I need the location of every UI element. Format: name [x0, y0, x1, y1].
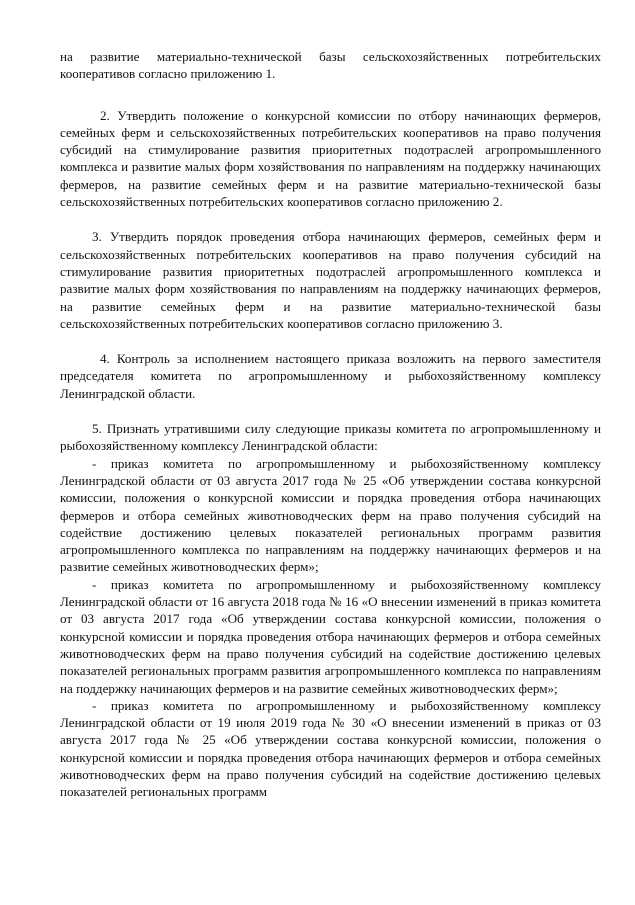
paragraph-item-3: 3. Утвердить порядок проведения отбора начинающих фермеров, семейных ферм и сельскохозяйственных потребительских кооперативов на право получения субсидий на стимулирование развития приоритетных подотраслей агропромышленного комплекса и развитие малых форм хозяйствования по направлениям на поддержку начинающих фермеров, на развитие семейных ферм и на развитие материально-технической базы сельскохозяйственных потребительских кооперативов согласно приложению 3.: [60, 229, 601, 331]
paragraph-item-4: 4. Контроль за исполнением настоящего приказа возложить на первого заместителя председателя комитета по агропромышленному и рыбохозяйственному комплексу Ленинградской области.: [60, 351, 601, 401]
paragraph-item-5-sub-2: - приказ комитета по агропромышленному и рыбохозяйственному комплексу Ленинградской области от 16 августа 2018 года № 16 «О внесении изменений в приказ комитета от 03 августа 2017 года «Об утверждении состава конкурсной комиссии, положения о конкурсной комиссии и порядка проведения отбора начинающих фермеров и отбора семейных животноводческих ферм на право получения субсидий на содействие достижению целевых показателей региональных программ развития агропромышленного комплекса по направлениям на поддержку начинающих фермеров и на развитие семейных животноводческих ферм»;: [60, 576, 601, 696]
paragraph-item-5-sub-3: - приказ комитета по агропромышленному и рыбохозяйственному комплексу Ленинградской области от 19 июля 2019 года № 30 «О внесении изменений в приказ от 03 августа 2017 года № 25 «Об утверждении состава конкурсной комиссии, положения о конкурсной комиссии и порядка проведения отбора начинающих фермеров и отбора семейных животноводческих ферм на право получения субсидий на содействие достижению целевых показателей региональных программ: [60, 697, 601, 800]
document-page: [60, 48, 601, 801]
paragraph-continuation: на развитие материально-технической базы сельскохозяйственных потребительских кооперативов согласно приложению 1.: [60, 49, 601, 82]
paragraph-item-5-sub-1: - приказ комитета по агропромышленному и рыбохозяйственному комплексу Ленинградской области от 03 августа 2017 года № 25 «Об утверждении состава конкурсной комиссии, положения о конкурсной комиссии и порядка проведения отбора начинающих фермеров и отбора семейных животноводческих ферм на право получения субсидий на содействие достижению целевых показателей региональных программ развития агропромышленного комплекса по направлениям на поддержку начинающих фермеров и на развитие семейных животноводческих ферм»;: [60, 455, 601, 575]
paragraph-item-2: 2. Утвердить положение о конкурсной комиссии по отбору начинающих фермеров, семейных ферм и сельскохозяйственных потребительских кооперативов на право получения субсидий на стимулирование развития приоритетных подотраслей агропромышленного комплекса и развитие малых форм хозяйствования по направлениям на поддержку начинающих фермеров, на развитие семейных ферм и на развитие материально-технической базы сельскохозяйственных потребительских кооперативов согласно приложению 2.: [60, 107, 601, 210]
paragraph-item-5: 5. Признать утратившими силу следующие приказы комитета по агропромышленному и рыбохозяйственному комплексу Ленинградской области:: [60, 421, 601, 454]
